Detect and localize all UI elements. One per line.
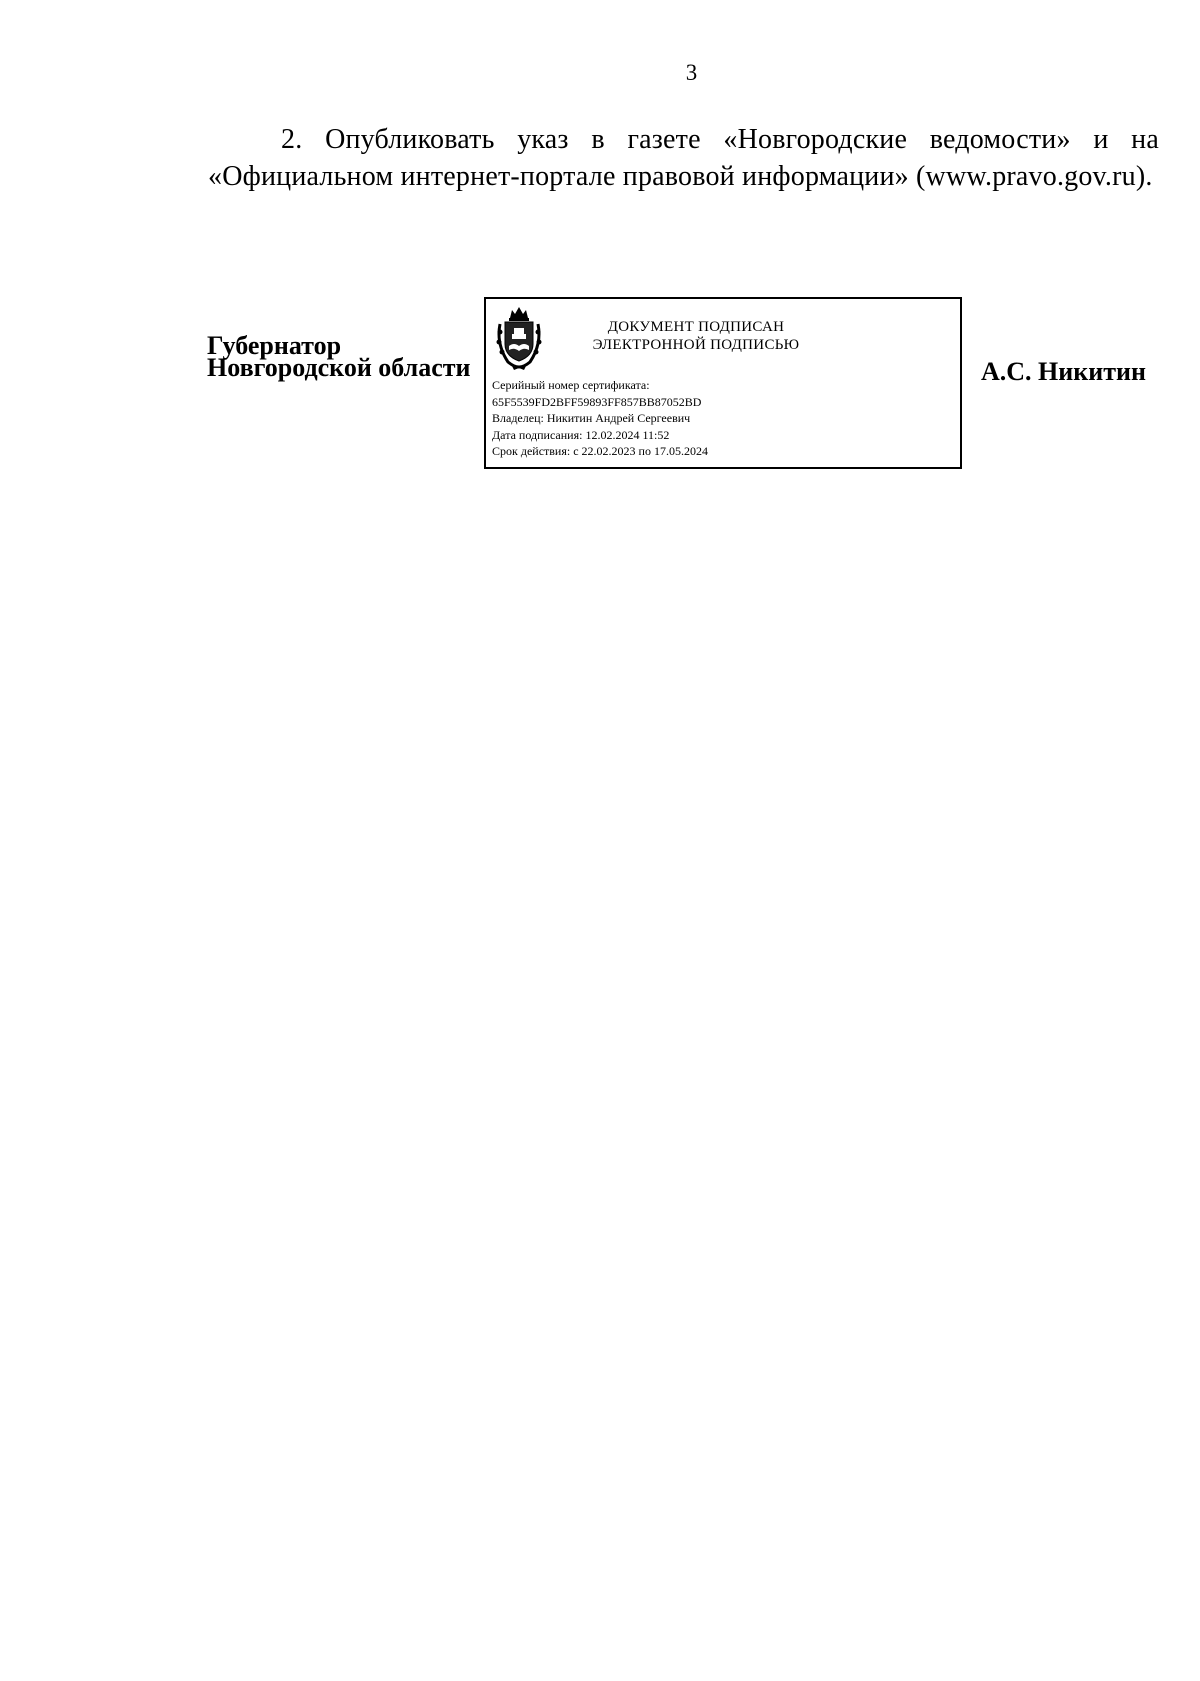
stamp-validity: Срок действия: с 22.02.2023 по 17.05.2024	[492, 444, 708, 458]
stamp-details	[492, 377, 708, 460]
body-paragraph: 2. Опубликовать указ в газете «Новгородские ведомости» и на «Официальном интернет-портале правовой информации» (www.pravo.gov.ru).	[208, 124, 1159, 192]
signer-position	[207, 331, 471, 382]
signer-position-line2: Новгородской области	[207, 353, 471, 382]
stamp-heading-line1: ДОКУМЕНТ ПОДПИСАН	[607, 319, 785, 335]
stamp-certificate-serial: 65F5539FD2BFF59893FF857BB87052BD	[492, 394, 702, 409]
novgorod-coat-of-arms-icon	[494, 304, 544, 370]
stamp-heading	[546, 318, 846, 354]
stamp-signed-date: Дата подписания: 12.02.2024 11:52	[492, 427, 670, 442]
stamp-owner: Владелец: Никитин Андрей Сергеевич	[492, 411, 691, 425]
stamp-certificate-label: Серийный номер сертификата:	[492, 378, 650, 392]
page-number: 3	[685, 60, 698, 85]
stamp-heading-line2: ЭЛЕКТРОННОЙ ПОДПИСЬЮ	[592, 337, 800, 353]
signer-position-line1: Губернатор	[207, 331, 342, 360]
signer-name: А.С. Никитин	[981, 357, 1146, 386]
electronic-signature-stamp	[484, 297, 962, 469]
